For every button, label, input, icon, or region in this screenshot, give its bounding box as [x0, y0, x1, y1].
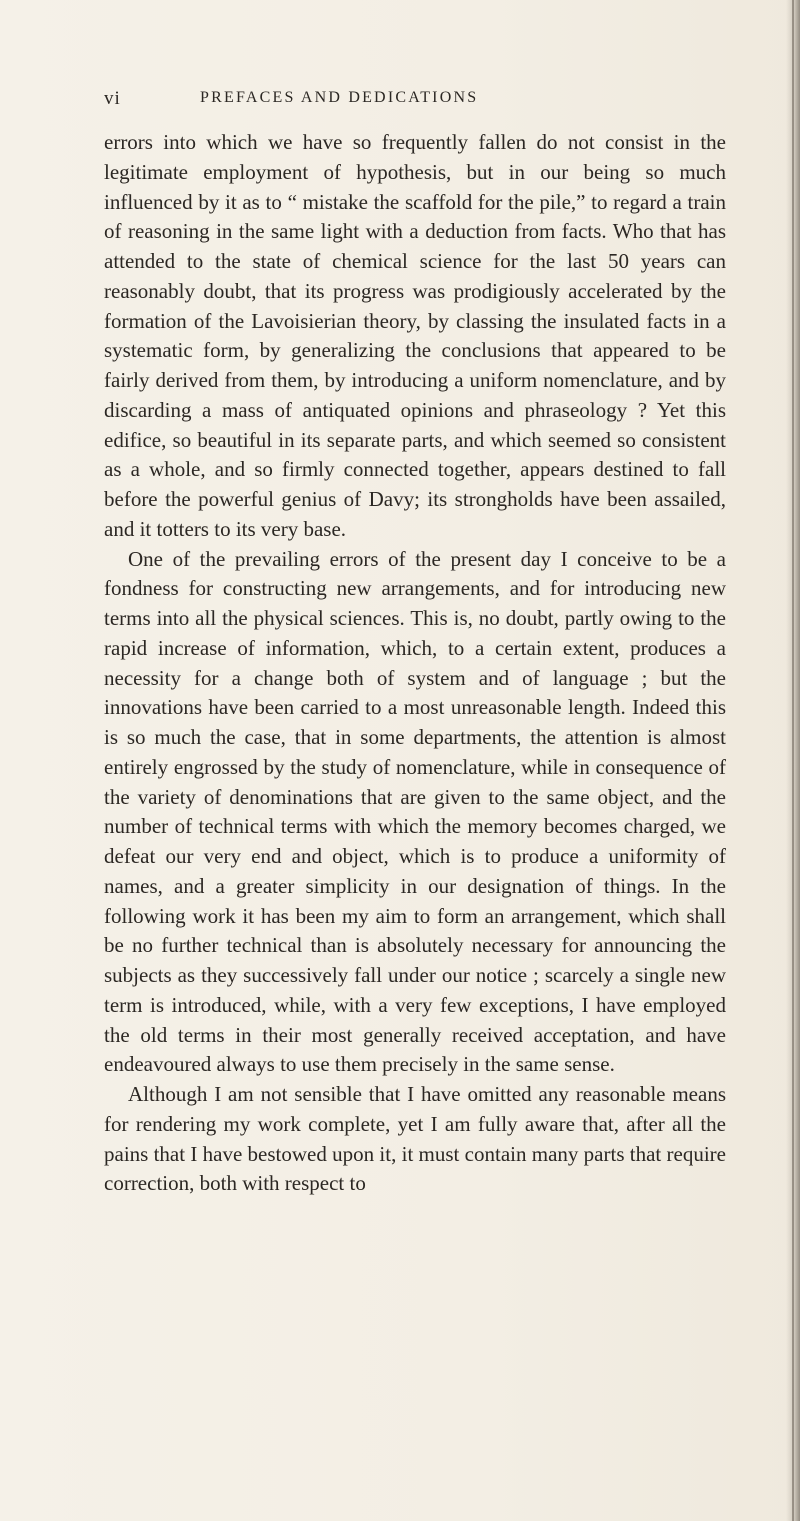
paragraph-2: One of the prevailing errors of the present day I conceive to be a fondness for constructing new arrangements, and for introducing new terms into all the physical sciences. This is, no doubt, partly owing to the rapid increase of information, which, to a certain extent, produces a necessity for a change both of system and of language ; but the innovations have been carried to a most unreasonable length. Indeed this is so much the case, that in some departments, the attention is almost entirely engrossed by the study of nomenclature, while in consequence of the variety of denominations that are given to the same object, and the number of technical terms with which the memory becomes charged, we defeat our very end and object, which is to produce a uniformity of names, and a greater simplicity in our designation of things. In the following work it has been my aim to form an arrangement, which shall be no further technical than is absolutely necessary for announcing the subjects as they successively fall under our notice ; scarcely a single new term is introduced, while, with a very few exceptions, I have employed the old terms in their most generally received acceptation, and have endeavoured always to use them precisely in the same sense. — [104, 546, 726, 1077]
page-number: vi — [104, 88, 121, 109]
running-head — [104, 88, 724, 112]
paragraph-1: errors into which we have so frequently fallen do not consist in the legitimate employment of hypothesis, but in our being so much influenced by it as to “ mistake the scaffold for the pile,” to regard a train of reasoning in the same light with a deduction from facts. Who that has attended to the state of chemical science for the last 50 years can reasonably doubt, that its progress was prodigiously accelerated by the formation of the Lavoisierian theory, by classing the insulated facts in a systematic form, by generalizing the conclusions that appeared to be fairly derived from them, by introducing a uniform nomenclature, and by discarding a mass of antiquated opinions and phraseology ? Yet this edifice, so beautiful in its separate parts, and which seemed so consistent as a whole, and so firmly connected together, appears destined to fall before the powerful genius of Davy; its strongholds have been assailed, and it totters to its very base. — [104, 130, 726, 541]
running-head-title: PREFACES AND DEDICATIONS — [200, 89, 479, 106]
page-edge-line — [792, 0, 794, 1521]
paragraph-3: Although I am not sensible that I have omitted any reasonable means for rendering my work complete, yet I am fully aware that, after all the pains that I have bestowed upon it, it must contain many parts that require correction, both with respect to — [104, 1082, 726, 1196]
body-text — [104, 128, 726, 1199]
